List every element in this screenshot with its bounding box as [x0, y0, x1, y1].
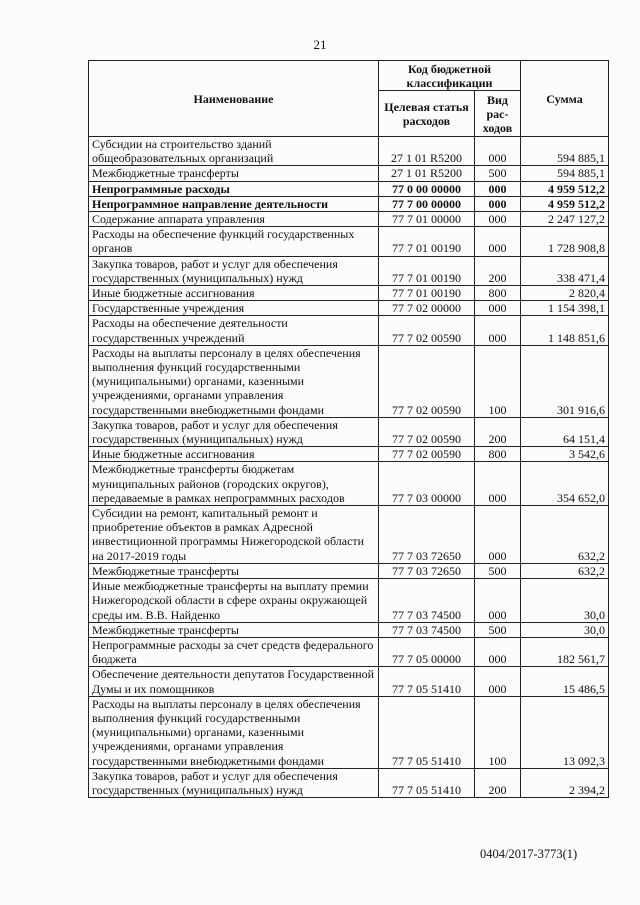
- row-name: Межбюджетные трансферты: [89, 622, 379, 637]
- header-type: Вид рас-ходов: [475, 91, 521, 137]
- row-code: 77 7 02 00590: [379, 316, 475, 345]
- row-type: 000: [475, 227, 521, 256]
- table-row: [89, 637, 609, 666]
- row-code: 77 7 00 00000: [379, 196, 475, 211]
- row-type: 000: [475, 316, 521, 345]
- table-row: [89, 563, 609, 578]
- table-header: [89, 61, 609, 137]
- row-code: 27 1 01 R5200: [379, 137, 475, 166]
- row-type: 000: [475, 579, 521, 623]
- row-sum: 64 151,4: [521, 417, 609, 446]
- row-sum: 632,2: [521, 506, 609, 564]
- row-type: 200: [475, 417, 521, 446]
- table-row: [89, 227, 609, 256]
- row-sum: 4 959 512,2: [521, 196, 609, 211]
- row-name: Непрограммные расходы за счет средств федерального бюджета: [89, 637, 379, 666]
- table-row: [89, 316, 609, 345]
- header-sum: Сумма: [521, 61, 609, 137]
- row-type: 000: [475, 196, 521, 211]
- row-sum: 594 885,1: [521, 166, 609, 181]
- page-number: 21: [313, 37, 327, 52]
- row-code: 77 7 03 74500: [379, 622, 475, 637]
- row-name: Субсидии на строительство зданий общеобразовательных организаций: [89, 137, 379, 166]
- row-type: 000: [475, 137, 521, 166]
- row-type: 800: [475, 447, 521, 462]
- table-row: [89, 345, 609, 417]
- table-row: [89, 181, 609, 196]
- row-type: 000: [475, 181, 521, 196]
- row-code: 77 7 05 51410: [379, 696, 475, 768]
- row-code: 77 7 02 00590: [379, 447, 475, 462]
- table-row: [89, 579, 609, 623]
- row-type: 000: [475, 462, 521, 506]
- row-name: Закупка товаров, работ и услуг для обеспечения государственных (муниципальных) нужд: [89, 417, 379, 446]
- row-code: 77 7 01 00190: [379, 256, 475, 285]
- row-name: Расходы на выплаты персоналу в целях обеспечения выполнения функций государственными (муниципальными) органами, казенными учреждениями, органами управления государственными внебюджетными фондами: [89, 696, 379, 768]
- row-code: 77 7 01 00190: [379, 286, 475, 301]
- row-code: 77 7 05 51410: [379, 667, 475, 696]
- row-sum: 632,2: [521, 563, 609, 578]
- row-sum: 594 885,1: [521, 137, 609, 166]
- row-sum: 4 959 512,2: [521, 181, 609, 196]
- table-row: [89, 417, 609, 446]
- row-name: Расходы на обеспечение деятельности государственных учреждений: [89, 316, 379, 345]
- row-sum: 1 154 398,1: [521, 301, 609, 316]
- row-type: 800: [475, 286, 521, 301]
- table-row: [89, 286, 609, 301]
- table-row: [89, 447, 609, 462]
- table-body: [89, 137, 609, 798]
- row-name: Межбюджетные трансферты: [89, 166, 379, 181]
- row-sum: 30,0: [521, 622, 609, 637]
- table-row: [89, 166, 609, 181]
- row-type: 000: [475, 301, 521, 316]
- row-type: 000: [475, 212, 521, 227]
- table-row: [89, 696, 609, 768]
- row-code: 77 7 02 00590: [379, 417, 475, 446]
- row-code: 77 7 03 72650: [379, 506, 475, 564]
- row-code: 77 7 03 74500: [379, 579, 475, 623]
- table-row: [89, 196, 609, 211]
- row-type: 200: [475, 256, 521, 285]
- header-code-group: Код бюджетной классификации: [379, 61, 521, 91]
- row-sum: 30,0: [521, 579, 609, 623]
- row-code: 77 7 03 00000: [379, 462, 475, 506]
- header-name: Наименование: [89, 61, 379, 137]
- row-type: 000: [475, 637, 521, 666]
- row-code: 77 7 03 72650: [379, 563, 475, 578]
- budget-table: [88, 60, 609, 798]
- table-row: [89, 667, 609, 696]
- row-type: 500: [475, 622, 521, 637]
- table-row: [89, 137, 609, 166]
- row-sum: 2 247 127,2: [521, 212, 609, 227]
- document-code: 0404/2017-3773(1): [480, 847, 578, 861]
- row-name: Содержание аппарата управления: [89, 212, 379, 227]
- table-row: [89, 506, 609, 564]
- row-name: Иные бюджетные ассигнования: [89, 447, 379, 462]
- row-sum: 182 561,7: [521, 637, 609, 666]
- row-code: 77 0 00 00000: [379, 181, 475, 196]
- row-sum: 301 916,6: [521, 345, 609, 417]
- row-code: 27 1 01 R5200: [379, 166, 475, 181]
- table-row: [89, 301, 609, 316]
- row-name: Расходы на обеспечение функций государственных органов: [89, 227, 379, 256]
- table-row: [89, 256, 609, 285]
- table-row: [89, 462, 609, 506]
- row-type: 500: [475, 563, 521, 578]
- row-sum: 1 148 851,6: [521, 316, 609, 345]
- row-name: Непрограммное направление деятельности: [89, 196, 379, 211]
- row-sum: 3 542,6: [521, 447, 609, 462]
- table-row: [89, 622, 609, 637]
- row-type: 500: [475, 166, 521, 181]
- row-name: Иные бюджетные ассигнования: [89, 286, 379, 301]
- row-name: Расходы на выплаты персоналу в целях обеспечения выполнения функций государственными (муниципальными) органами, казенными учреждениями, органами управления государственными внебюджетными фондами: [89, 345, 379, 417]
- row-sum: 354 652,0: [521, 462, 609, 506]
- row-name: Иные межбюджетные трансферты на выплату премии Нижегородской области в сфере охраны окружающей среды им. В.В. Найденко: [89, 579, 379, 623]
- row-type: 100: [475, 345, 521, 417]
- row-name: Межбюджетные трансферты бюджетам муниципальных районов (городских округов), передаваемые в рамках непрограммных расходов: [89, 462, 379, 506]
- row-type: 100: [475, 696, 521, 768]
- row-sum: 2 394,2: [521, 768, 609, 797]
- row-code: 77 7 05 00000: [379, 637, 475, 666]
- row-name: Закупка товаров, работ и услуг для обеспечения государственных (муниципальных) нужд: [89, 256, 379, 285]
- row-code: 77 7 01 00000: [379, 212, 475, 227]
- row-name: Непрограммные расходы: [89, 181, 379, 196]
- row-type: 200: [475, 768, 521, 797]
- row-name: Обеспечение деятельности депутатов Государственной Думы и их помощников: [89, 667, 379, 696]
- row-name: Государственные учреждения: [89, 301, 379, 316]
- row-sum: 2 820,4: [521, 286, 609, 301]
- row-code: 77 7 01 00190: [379, 227, 475, 256]
- row-code: 77 7 05 51410: [379, 768, 475, 797]
- header-target: Целевая статья расходов: [379, 91, 475, 137]
- row-type: 000: [475, 506, 521, 564]
- row-type: 000: [475, 667, 521, 696]
- row-name: Субсидии на ремонт, капитальный ремонт и приобретение объектов в рамках Адресной инвестиционной программы Нижегородской области на 2017-2019 годы: [89, 506, 379, 564]
- row-name: Закупка товаров, работ и услуг для обеспечения государственных (муниципальных) нужд: [89, 768, 379, 797]
- table-row: [89, 212, 609, 227]
- row-sum: 13 092,3: [521, 696, 609, 768]
- row-code: 77 7 02 00000: [379, 301, 475, 316]
- row-sum: 338 471,4: [521, 256, 609, 285]
- row-sum: 1 728 908,8: [521, 227, 609, 256]
- row-sum: 15 486,5: [521, 667, 609, 696]
- row-code: 77 7 02 00590: [379, 345, 475, 417]
- row-name: Межбюджетные трансферты: [89, 563, 379, 578]
- table-row: [89, 768, 609, 797]
